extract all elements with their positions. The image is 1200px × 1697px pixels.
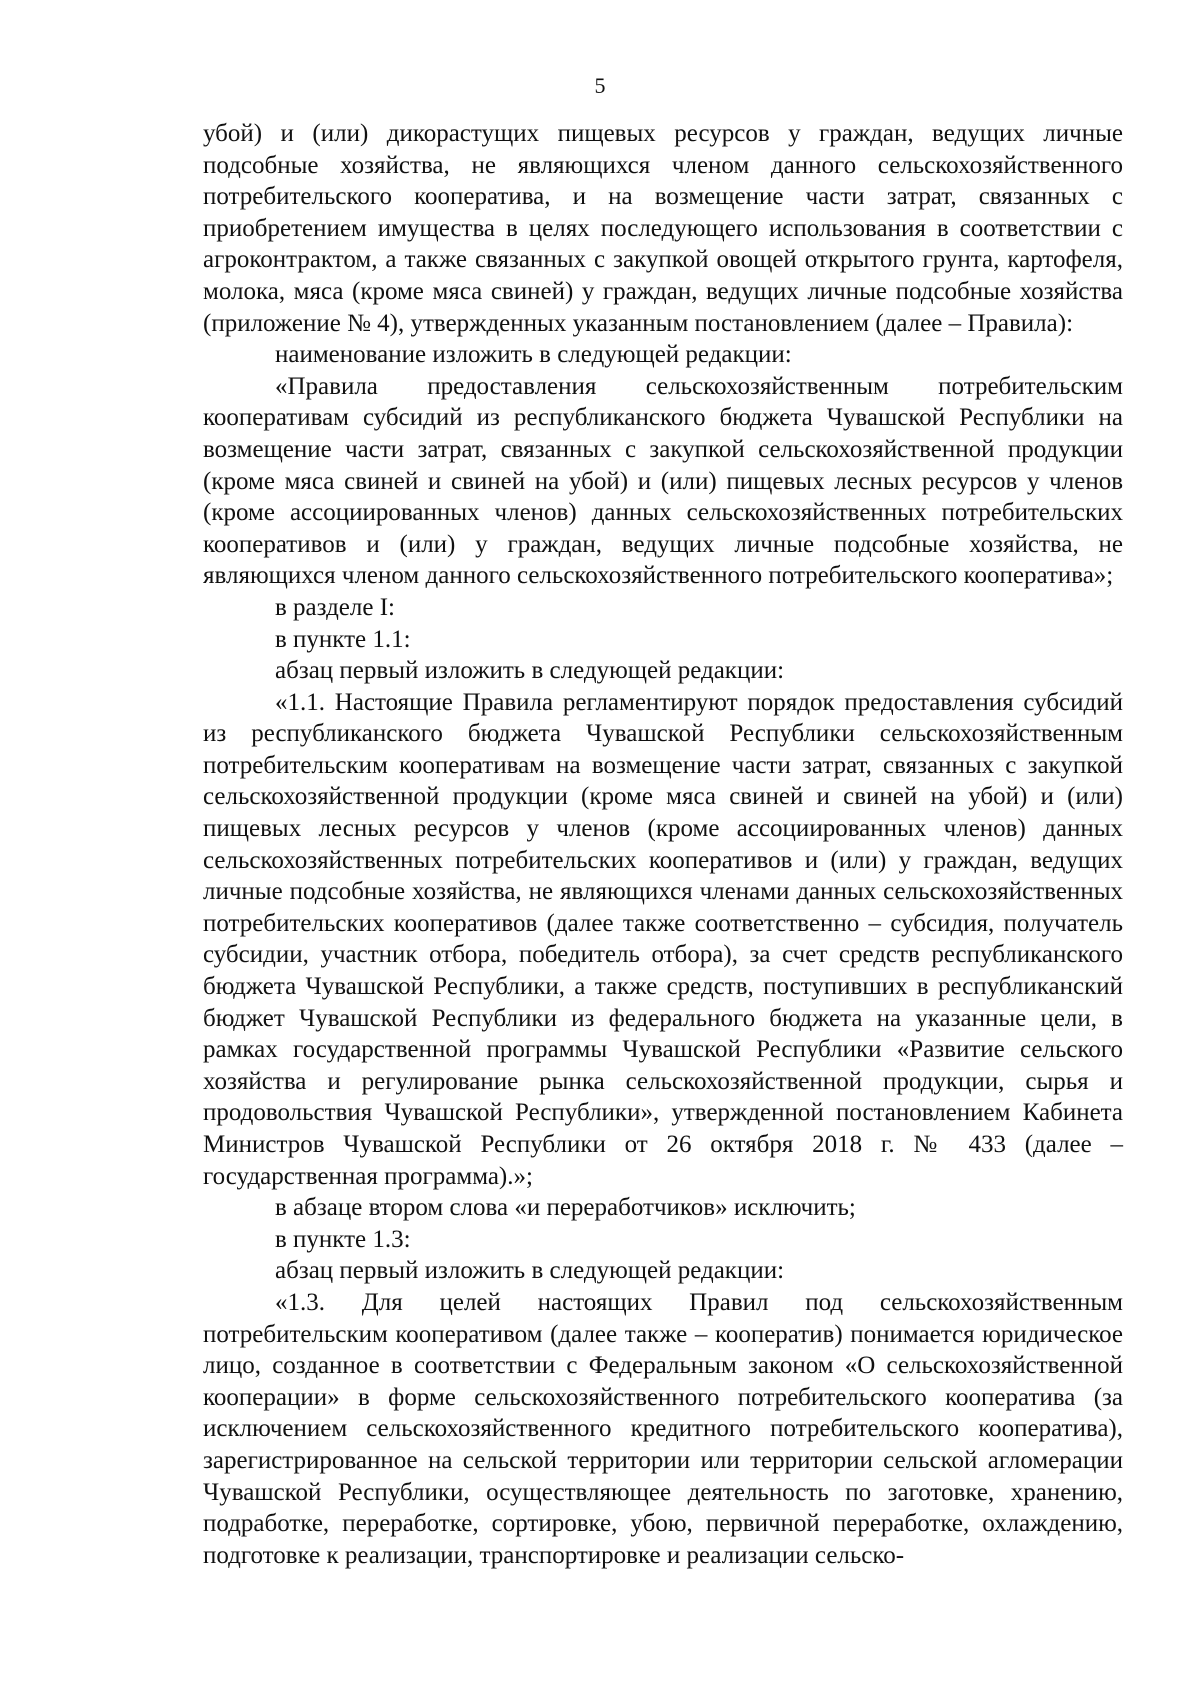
paragraph-new-title: «Правила предоставления сельскохозяйственным потребительским кооперативам субсидий из республиканского бюджета Чувашской Республики на возмещение части затрат, связанных с закупкой сельскохозяйственной продукции (кроме мяса свиней и свиней на убой) и (или) пищевых лесных ресурсов у членов (кроме ассоциированных членов) данных сельскохозяйственных потребительских кооперативов и (или) у граждан, ведущих личные подсобные хозяйства, не являющихся членом данного сельскохозяйственного потребительского кооператива»; bbox=[203, 372, 1123, 590]
paragraph-clause-1-3: в пункте 1.3: bbox=[275, 1225, 411, 1253]
paragraph-clause-1-1-instruction: абзац первый изложить в следующей редакции: bbox=[275, 657, 785, 685]
paragraph-continuation: убой) и (или) дикорастущих пищевых ресурсов у граждан, ведущих личные подсобные хозяйства, не являющихся членом данного сельскохозяйственного потребительского кооператива, и на возмещение части затрат, связанных с приобретением имущества в целях последующего использования в соответствии с агроконтрактом, а также связанных с закупкой овощей открытого грунта, картофеля, молока, мяса (кроме мяса свиней) у граждан, ведущих личные подсобные хозяйства (приложение № 4), утвержденных указанным постановлением (далее – Правила): bbox=[203, 120, 1123, 337]
paragraph-section-1: в разделе I: bbox=[275, 593, 395, 621]
paragraph-clause-1-3-text: «1.3. Для целей настоящих Правил под сельскохозяйственным потребительским кооперативом (далее также – кооператив) понимается юридическое лицо, созданное в соответствии с Федеральным законом «О сельскохозяйственной кооперации» в форме сельскохозяйственного потребительского кооператива (за исключением сельскохозяйственного кредитного потребительского кооператива), зарегистрированное на сельской территории или территории сельской агломерации Чувашской Республики, осуществляющее деятельность по заготовке, хранению, подработке, переработке, сортировке, убою, первичной переработке, охлаждению, подготовке к реализации, транспортировке и реализации сельско- bbox=[203, 1288, 1123, 1569]
document-body bbox=[203, 118, 1123, 1571]
paragraph-title-instruction: наименование изложить в следующей редакции: bbox=[275, 341, 792, 369]
paragraph-clause-1-3-instruction: абзац первый изложить в следующей редакции: bbox=[275, 1257, 785, 1285]
paragraph-clause-1-1: в пункте 1.1: bbox=[275, 625, 411, 653]
paragraph-clause-1-1-text: «1.1. Настоящие Правила регламентируют порядок предоставления субсидий из республиканского бюджета Чувашской Республики сельскохозяйственным потребительским кооперативам на возмещение части затрат, связанных с закупкой сельскохозяйственной продукции (кроме мяса свиней и свиней на убой) и (или) пищевых лесных ресурсов у членов (кроме ассоциированных членов) данных сельскохозяйственных потребительских кооперативов и (или) у граждан, ведущих личные подсобные хозяйства, не являющихся членами данных сельскохозяйственных потребительских кооперативов (далее также соответственно – субсидия, получатель субсидии, участник отбора, победитель отбора), за счет средств республиканского бюджета Чувашской Республики, а также средств, поступивших в республиканский бюджет Чувашской Республики из федерального бюджета на указанные цели, в рамках государственной программы Чувашской Республики «Развитие сельского хозяйства и регулирование рынка сельскохозяйственной продукции, сырья и продовольствия Чувашской Республики», утвержденной постановлением Кабинета Министров Чувашской Республики от 26 октября 2018 г. № 433 (далее – государственная программа).»; bbox=[203, 688, 1123, 1190]
paragraph-second-abzac: в абзаце втором слова «и переработчиков» исключить; bbox=[275, 1194, 856, 1222]
page-number: 5 bbox=[594, 73, 606, 98]
